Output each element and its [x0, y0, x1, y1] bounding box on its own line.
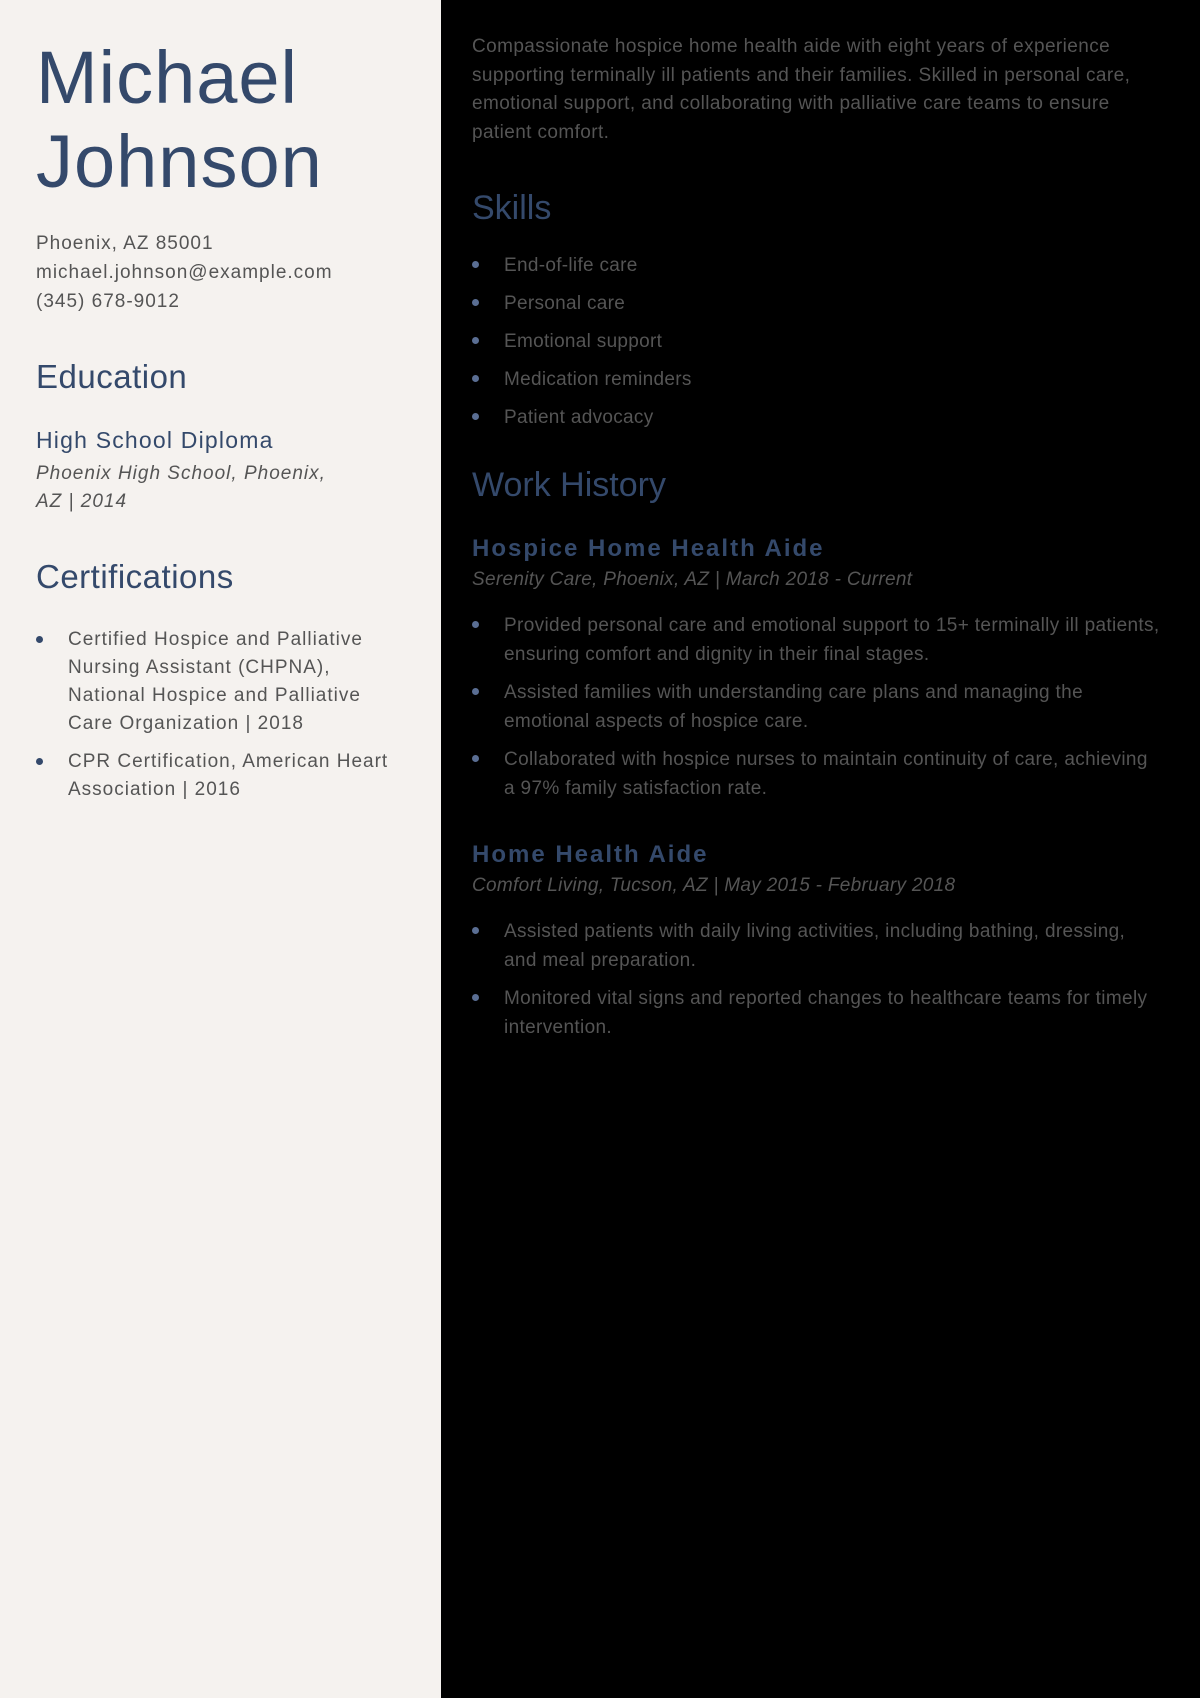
duty-text: Provided personal care and emotional support to 15+ terminally ill patients, ensuring comfort and dignity in their final stages.: [504, 615, 1160, 665]
bullet-icon: [472, 621, 479, 628]
bullet-icon: [36, 636, 43, 643]
education-school-line2: AZ | 2014: [36, 491, 128, 512]
bullet-icon: [472, 927, 479, 934]
bullet-icon: [472, 688, 479, 695]
skill-item: [472, 290, 1160, 318]
certification-text: CPR Certification, American Heart Association | 2016: [68, 751, 389, 800]
duty-item: [472, 612, 1160, 669]
education-heading: Education: [36, 358, 188, 395]
bullet-icon: [472, 413, 479, 420]
duty-text: Collaborated with hospice nurses to maintain continuity of care, achieving a 97% family satisfaction rate.: [504, 749, 1148, 799]
job-duties: [472, 918, 1160, 1042]
skill-text: Medication reminders: [504, 369, 692, 390]
duty-item: [472, 985, 1160, 1042]
job-meta: Comfort Living, Tucson, AZ | May 2015 - February 2018: [472, 875, 956, 896]
phone: (345) 678-9012: [36, 291, 180, 312]
duty-text: Assisted patients with daily living activities, including bathing, dressing, and meal preparation.: [504, 921, 1126, 971]
certification-item: [36, 626, 405, 738]
skill-item: [472, 366, 1160, 394]
certification-item: [36, 748, 405, 804]
education-school: [36, 460, 405, 516]
bullet-icon: [472, 994, 479, 1001]
first-name: Michael: [36, 36, 298, 119]
bullet-icon: [36, 758, 43, 765]
email: michael.johnson@example.com: [36, 262, 333, 283]
duty-item: [472, 679, 1160, 736]
sidebar: [0, 0, 441, 1698]
bullet-icon: [472, 375, 479, 382]
duty-item: [472, 746, 1160, 803]
bullet-icon: [472, 337, 479, 344]
duty-item: [472, 918, 1160, 975]
job-entry: [472, 535, 1160, 803]
skill-item: [472, 404, 1160, 432]
skill-item: [472, 328, 1160, 356]
job-meta: Serenity Care, Phoenix, AZ | March 2018 - Current: [472, 569, 913, 590]
bullet-icon: [472, 299, 479, 306]
bullet-icon: [472, 261, 479, 268]
candidate-name: [36, 36, 405, 204]
summary: Compassionate hospice home health aide with eight years of experience supporting terminally ill patients and their families. Skilled in personal care, emotional support, and collaborating with palliative care teams to ensure patient comfort.: [472, 36, 1131, 143]
certifications-list: [36, 626, 405, 804]
certifications-heading: Certifications: [36, 558, 234, 595]
duty-text: Monitored vital signs and reported changes to healthcare teams for timely intervention.: [504, 988, 1148, 1038]
work-history-heading: Work History: [472, 466, 666, 504]
education-school-line1: Phoenix High School, Phoenix,: [36, 463, 326, 484]
duty-text: Assisted families with understanding care plans and managing the emotional aspects of hospice care.: [504, 682, 1084, 732]
location: Phoenix, AZ 85001: [36, 233, 214, 254]
bullet-icon: [472, 755, 479, 762]
skills-list: [472, 252, 1160, 432]
skill-item: [472, 252, 1160, 280]
skill-text: Personal care: [504, 293, 626, 314]
contact-info: [36, 229, 405, 316]
main-content: [441, 0, 1200, 1698]
job-title: Hospice Home Health Aide: [472, 535, 825, 562]
job-entry: [472, 841, 1160, 1042]
last-name: Johnson: [36, 120, 323, 203]
education-degree: High School Diploma: [36, 427, 274, 453]
certification-text: Certified Hospice and Palliative Nursing Assistant (CHPNA), National Hospice and Palliative Care Organization | 2018: [68, 629, 363, 734]
skill-text: End-of-life care: [504, 255, 638, 276]
job-duties: [472, 612, 1160, 803]
skill-text: Patient advocacy: [504, 407, 654, 428]
job-title: Home Health Aide: [472, 841, 709, 868]
skills-heading: Skills: [472, 189, 552, 227]
skill-text: Emotional support: [504, 331, 663, 352]
